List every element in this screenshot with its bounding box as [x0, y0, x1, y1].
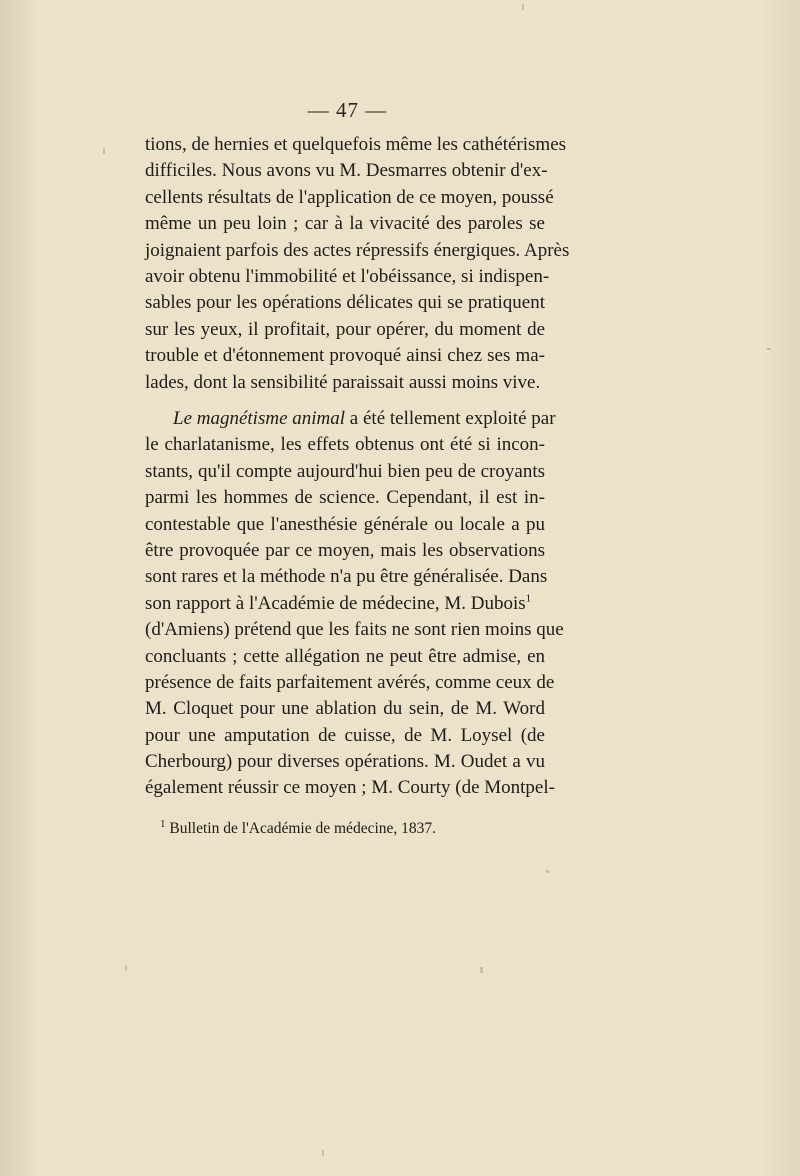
paper-speck	[480, 967, 483, 973]
text-line: également réussir ce moyen ; M. Courty (de Montpel-	[145, 777, 555, 799]
text-line: Cherbourg) pour diverses opérations. M. Oudet a vu	[145, 751, 545, 773]
footnote-text: Bulletin de l'Académie de médecine, 1837.	[169, 820, 437, 837]
text-line: présence de faits parfaitement avérés, comme ceux de	[145, 671, 555, 693]
text-line: stants, qu'il compte aujourd'hui bien peu de croyants	[145, 460, 545, 482]
italic-phrase: Le magnétisme animal	[173, 408, 346, 429]
text-line: tions, de hernies et quelquefois même les cathétérismes	[145, 134, 567, 155]
paragraph-2	[145, 406, 564, 802]
paper-speck	[767, 348, 771, 350]
footnote-marker: 1	[160, 817, 166, 830]
text-line: même un peu loin ; car à la vivacité des paroles se	[145, 213, 545, 235]
text-line: parmi les hommes de science. Cependant, il est in-	[145, 487, 545, 509]
text-line: M. Cloquet pour une ablation du sein, de M. Word	[145, 698, 545, 720]
text-line: concluants ; cette allégation ne peut être admise, en	[145, 645, 545, 667]
text-line: être provoquée par ce moyen, mais les observations	[145, 539, 545, 561]
page-number: — 47 —	[307, 98, 388, 122]
text-span: a été tellement exploité par	[345, 408, 556, 429]
paragraph-1	[145, 132, 570, 396]
text-line: pour une amputation de cuisse, de M. Loysel (de	[145, 724, 545, 746]
text-line: difficiles. Nous avons vu M. Desmarres obtenir d'ex-	[145, 160, 548, 182]
paper-speck	[103, 148, 105, 154]
paper-speck	[125, 965, 127, 971]
text-line: contestable que l'anesthésie générale ou locale a pu	[145, 513, 545, 535]
text-line: lades, dont la sensibilité paraissait aussi moins vive.	[145, 371, 541, 393]
text-line: joignaient parfois des actes répressifs énergiques. Après	[145, 239, 570, 261]
paper-speck	[522, 4, 524, 10]
text-line: sont rares et la méthode n'a pu être généralisée. Dans	[145, 566, 548, 588]
text-line: (d'Amiens) prétend que les faits ne sont rien moins que	[145, 619, 564, 641]
paper-speck	[322, 1150, 324, 1156]
paper-speck	[546, 870, 549, 873]
text-span: son rapport à l'Académie de médecine, M. Dubois	[145, 592, 526, 614]
text-line: trouble et d'étonnement provoqué ainsi chez ses ma-	[145, 345, 545, 367]
text-line: avoir obtenu l'immobilité et l'obéissance, si indispen-	[145, 265, 550, 287]
text-line: sur les yeux, il profitait, pour opérer, du moment de	[145, 318, 545, 340]
footnote-reference: 1	[525, 592, 532, 605]
text-line: cellents résultats de l'application de ce moyen, poussé	[145, 186, 554, 208]
text-line	[145, 406, 556, 432]
text-line	[145, 591, 545, 617]
text-line: le charlatanisme, les effets obtenus ont été si incon-	[145, 434, 545, 456]
text-line: sables pour les opérations délicates qui se pratiquent	[145, 292, 545, 314]
footnote	[160, 817, 437, 838]
